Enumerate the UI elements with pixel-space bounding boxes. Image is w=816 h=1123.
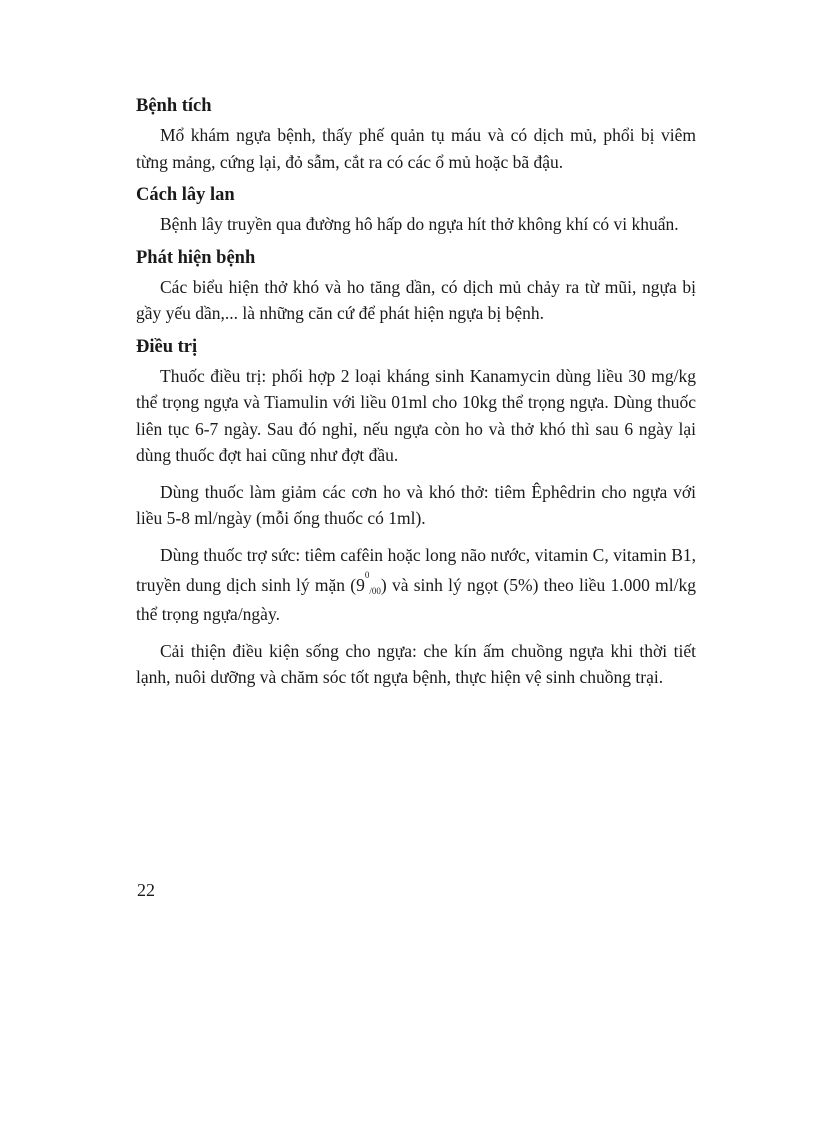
section-heading-transmission: Cách lây lan — [136, 185, 235, 205]
section-heading-lesions: Bệnh tích — [136, 96, 212, 116]
cough-relief-paragraph: Dùng thuốc làm giảm các cơn ho và khó thở: tiêm Êphêdrin cho ngựa với liều 5-8 ml/ngày (mỗi ống thuốc có 1ml). — [136, 481, 696, 528]
transmission-paragraph: Bệnh lây truyền qua đường hô hấp do ngựa hít thở không khí có vi khuẩn. — [160, 214, 679, 234]
detection-paragraph: Các biểu hiện thở khó và ho tăng dần, có dịch mủ chảy ra từ mũi, ngựa bị gầy yếu dần,... là những căn cứ để phát hiện ngựa bị bệnh. — [136, 276, 696, 323]
living-conditions-paragraph: Cải thiện điều kiện sống cho ngựa: che kín ấm chuồng ngựa khi thời tiết lạnh, nuôi dưỡng và chăm sóc tốt ngựa bệnh, thực hiện vệ sinh chuồng trại. — [136, 640, 696, 688]
treatment-drugs-paragraph: Thuốc điều trị: phối hợp 2 loại kháng sinh Kanamycin dùng liều 30 mg/kg thể trọng ngựa và Tiamulin với liều 01ml cho 10kg thể trọng ngựa. Dùng thuốc liên tục 6-7 ngày. Sau đó nghỉ, nếu ngựa còn ho và thở khó thì sau 6 ngày lại dùng thuốc đợt hai cũng như đợt đầu. — [136, 365, 696, 465]
tonic-paragraph — [136, 542, 696, 628]
page-content — [136, 94, 696, 691]
lesions-paragraph: Mổ khám ngựa bệnh, thấy phế quản tụ máu và có dịch mủ, phổi bị viêm từng mảng, cứng lại, đỏ sẫm, cắt ra có các ổ mủ hoặc bã đậu. — [136, 125, 696, 172]
tonic-text-before: Dùng thuốc trợ sức: tiêm cafêin hoặc long não nước, vitamin C, vitamin B1, truyền dung dịch sinh lý mặn (9 — [136, 544, 696, 595]
section-heading-treatment: Điều trị — [136, 336, 198, 357]
section-heading-detection: Phát hiện bệnh — [136, 247, 256, 268]
tonic-text-after: ) và sinh lý ngọt (5%) theo liều 1.000 ml/kg thể trọng ngựa/ngày. — [136, 574, 697, 625]
tonic-sub: /00 — [369, 585, 381, 596]
page-number: 22 — [137, 880, 155, 900]
tonic-sup: 0 — [364, 570, 370, 580]
